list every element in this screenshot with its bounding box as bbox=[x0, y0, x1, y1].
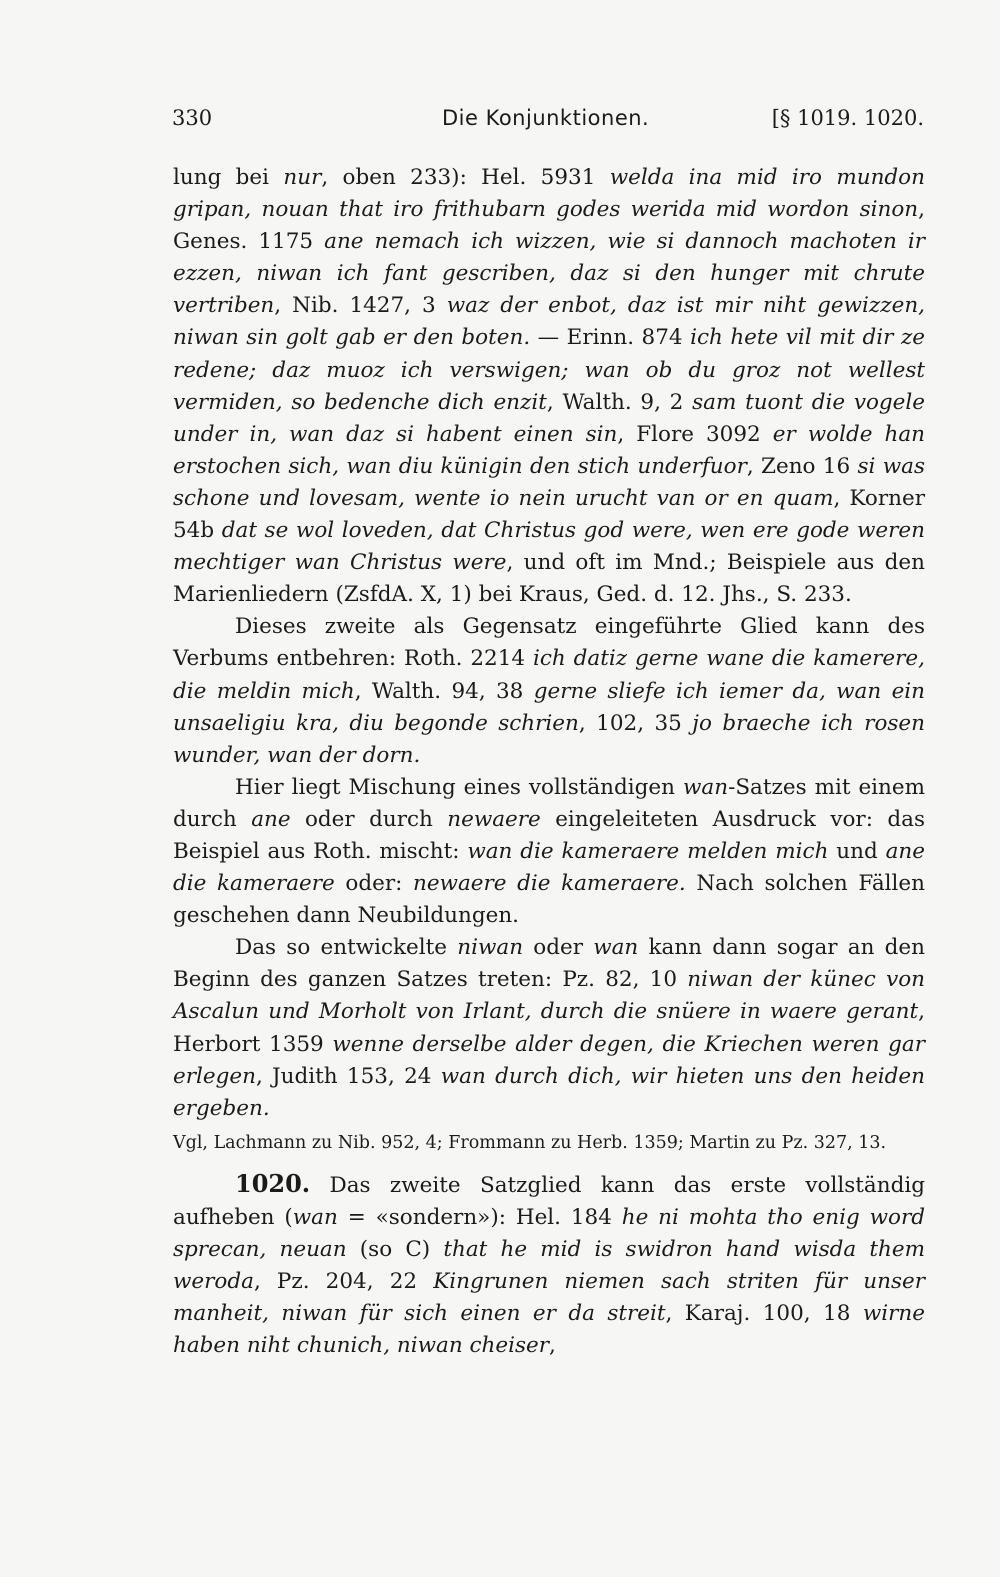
paragraph-mixture: Hier liegt Mischung eines vollständigen wan-Satzes mit einem durch ane oder durch newaere eingeleiteten Ausdruck vor: das Beispiel aus Roth. mischt: wan die kameraere melden mich und ane die kameraere oder: newaere die kameraere. Nach solchen Fällen geschehen dann Neubildungen. bbox=[173, 774, 925, 929]
page-body bbox=[173, 162, 925, 1362]
page-number: 330 bbox=[172, 106, 213, 130]
section-reference: [§ 1019. 1020. bbox=[771, 106, 924, 130]
paragraph-continued: lung bei nur, oben 233): Hel. 5931 welda ina mid iro mundon gripan, nouan that iro frithubarn godes werida mid wordon sinon, Genes. 1175 ane nemach ich wizzen, wie si dannoch machoten ir ezzen, niwan ich fant gescriben, daz si den hunger mit chrute vertriben, Nib. 1427, 3 waz der enbot, daz ist mir niht gewizzen, niwan sin golt gab er den boten. — Erinn. 874 ich hete vil mit dir ze redene; daz muoz ich verswigen; wan ob du groz not wellest vermiden, so bedenche dich enzit, Walth. 9, 2 sam tuont die vogele under in, wan daz si habent einen sin, Flore 3092 er wolde han erstochen sich, wan diu künigin den stich underfuor, Zeno 16 si was schone und lovesam, wente io nein urucht van or en quam, Korner 54b dat se wol loveden, dat Christus god were, wen ere gode weren mechtiger wan Christus were, und oft im Mnd.; Beispiele aus den Marienliedern (ZsfdA. X, 1) bei Kraus, Ged. d. 12. Jhs., S. 233. bbox=[173, 165, 925, 608]
section-1020-text: Das zweite Satzglied kann das erste vollständig aufheben (wan = «sondern»): Hel. 184 he ni mohta tho enig word sprecan, neuan (so C) that he mid is swidron hand wisda them weroda, Pz. 204, 22 Kingrunen niemen sach striten für unser manheit, niwan für sich einen er da streit, Karaj. 100, 18 wirne haben niht chunich, niwan cheiser, bbox=[173, 1172, 925, 1359]
running-title: Die Konjunktionen. bbox=[442, 106, 650, 130]
footnote-reference: Vgl, Lachmann zu Nib. 952, 4; Frommann zu Herb. 1359; Martin zu Pz. 327, 13. bbox=[173, 1132, 887, 1153]
section-number: 1020. bbox=[235, 1168, 311, 1198]
paragraph-sentence-start: Das so entwickelte niwan oder wan kann dann sogar an den Beginn des ganzen Satzes treten: Pz. 82, 10 niwan der künec von Ascalun und Morholt von Irlant, durch die snüere in waere gerant, Herbort 1359 wenne derselbe alder degen, die Kriechen weren gar erlegen, Judith 153, 24 wan durch dich, wir hieten uns den heiden ergeben. bbox=[173, 935, 926, 1121]
section-1020 bbox=[173, 1168, 925, 1363]
running-header bbox=[172, 106, 924, 146]
paragraph-second-member: Dieses zweite als Gegensatz eingeführte Glied kann des Verbums entbehren: Roth. 2214 ich datiz gerne wane die kamerere, die meldin mich, Walth. 94, 38 gerne sliefe ich iemer da, wan ein unsaeligiu kra, diu begonde schrien, 102, 35 jo braeche ich rosen wunder, wan der dorn. bbox=[173, 614, 926, 768]
